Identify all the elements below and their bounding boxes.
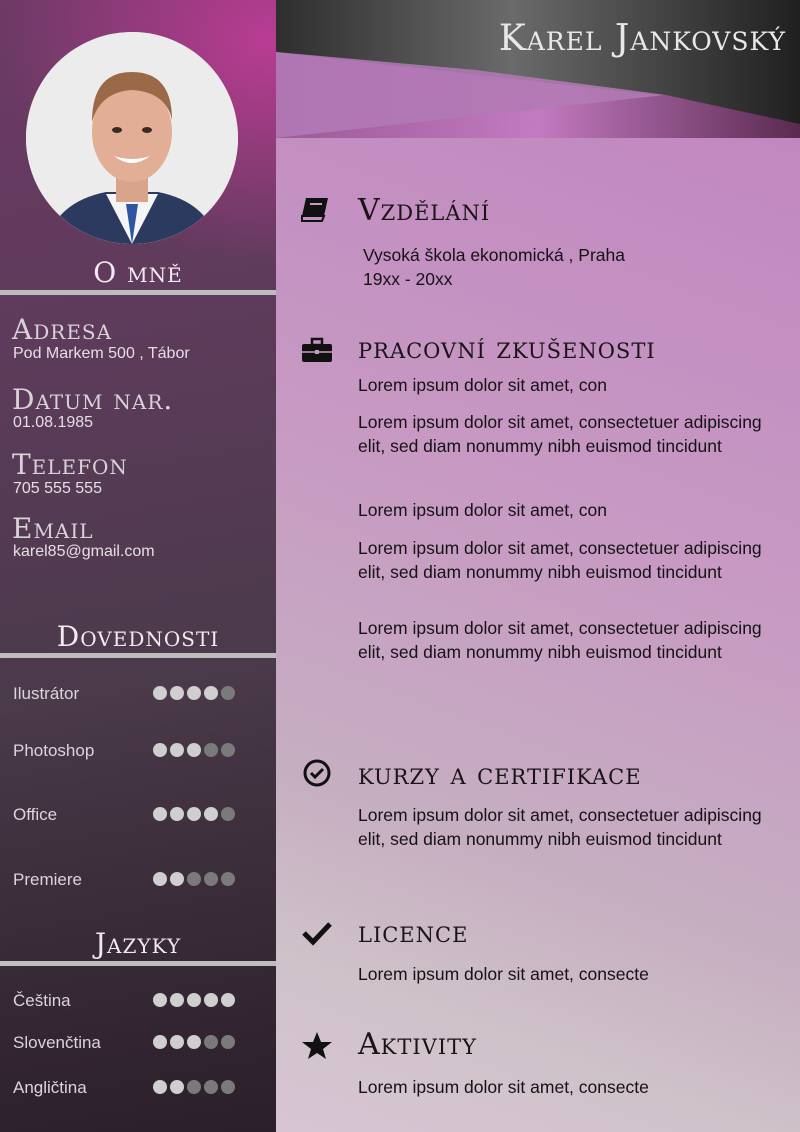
language-name: Angličtina bbox=[13, 1078, 87, 1097]
rating-dot-filled bbox=[170, 1080, 184, 1094]
experience-title: pracovní zkušenosti bbox=[358, 331, 656, 366]
skill-name: Office bbox=[13, 805, 58, 824]
rating-dot-filled bbox=[187, 686, 201, 700]
rating-dot-empty bbox=[187, 1080, 201, 1094]
email-label: Email bbox=[12, 512, 94, 545]
rating-dot-empty bbox=[187, 872, 201, 886]
experience-item: Lorem ipsum dolor sit amet, consectetuer adipiscing elit, sed diam nonummy nibh euismod tincidunt bbox=[358, 412, 762, 456]
about-title: O mně bbox=[93, 256, 183, 289]
rating-dot-filled bbox=[187, 1035, 201, 1049]
rating-dot-filled bbox=[170, 686, 184, 700]
courses-title: kurzy a certifikace bbox=[358, 757, 642, 792]
rating-dot-empty bbox=[204, 872, 218, 886]
education-years: 19xx - 20xx bbox=[363, 269, 453, 289]
skill-row bbox=[13, 805, 253, 825]
rating-dot-empty bbox=[221, 1035, 235, 1049]
portrait-image bbox=[26, 32, 238, 244]
rating-dot-filled bbox=[153, 1035, 167, 1049]
language-row bbox=[13, 1033, 253, 1053]
languages-divider bbox=[0, 961, 276, 966]
check-circle-icon bbox=[300, 758, 334, 788]
rating-dot-empty bbox=[221, 872, 235, 886]
rating-dot-empty bbox=[221, 807, 235, 821]
star-icon bbox=[300, 1030, 334, 1060]
rating-dot-filled bbox=[204, 686, 218, 700]
rating-dot-filled bbox=[221, 993, 235, 1007]
rating-dot-filled bbox=[153, 872, 167, 886]
candidate-name: Karel Jankovský bbox=[498, 18, 786, 59]
languages-title: Jazyky bbox=[94, 927, 182, 960]
education-school: Vysoká škola ekonomická , Praha bbox=[363, 245, 625, 265]
rating-dot-empty bbox=[204, 743, 218, 757]
activities-text: Lorem ipsum dolor sit amet, consecte bbox=[358, 1077, 649, 1097]
birth-value: 01.08.1985 bbox=[13, 414, 94, 431]
experience-item: Lorem ipsum dolor sit amet, consectetuer adipiscing elit, sed diam nonummy nibh euismod tincidunt bbox=[358, 538, 762, 582]
address-value: Pod Markem 500 , Tábor bbox=[13, 345, 190, 362]
phone-label: Telefon bbox=[12, 448, 128, 481]
address-label: Adresa bbox=[12, 313, 113, 346]
rating-dots bbox=[153, 1080, 235, 1094]
rating-dots bbox=[153, 872, 235, 886]
rating-dot-filled bbox=[170, 807, 184, 821]
experience-item: Lorem ipsum dolor sit amet, consectetuer adipiscing elit, sed diam nonummy nibh euismod tincidunt bbox=[358, 618, 762, 662]
main-content bbox=[276, 138, 800, 1132]
rating-dot-filled bbox=[153, 1080, 167, 1094]
rating-dot-filled bbox=[170, 872, 184, 886]
profile-photo bbox=[26, 32, 238, 244]
rating-dot-filled bbox=[187, 743, 201, 757]
phone-value: 705 555 555 bbox=[13, 480, 102, 497]
rating-dots bbox=[153, 686, 235, 700]
rating-dot-filled bbox=[170, 743, 184, 757]
rating-dots bbox=[153, 743, 235, 757]
rating-dot-filled bbox=[187, 807, 201, 821]
rating-dot-empty bbox=[204, 1080, 218, 1094]
skill-row bbox=[13, 870, 253, 890]
education-title: Vzdělání bbox=[358, 193, 491, 228]
book-icon bbox=[300, 194, 334, 224]
rating-dot-filled bbox=[153, 807, 167, 821]
briefcase-icon bbox=[300, 336, 334, 366]
rating-dots bbox=[153, 993, 235, 1007]
email-value: karel85@gmail.com bbox=[13, 543, 155, 560]
skill-row bbox=[13, 741, 253, 761]
skills-divider bbox=[0, 653, 276, 658]
rating-dot-empty bbox=[221, 1080, 235, 1094]
language-row bbox=[13, 1078, 253, 1098]
skill-row bbox=[13, 684, 253, 704]
header-banner bbox=[276, 0, 800, 138]
rating-dot-filled bbox=[187, 993, 201, 1007]
activities-title: Aktivity bbox=[358, 1027, 477, 1062]
skill-name: Ilustrátor bbox=[13, 684, 80, 703]
skill-name: Photoshop bbox=[13, 741, 95, 760]
rating-dot-filled bbox=[153, 743, 167, 757]
checkmark-icon bbox=[300, 918, 334, 948]
birth-label: Datum nar. bbox=[12, 383, 174, 416]
rating-dot-empty bbox=[221, 743, 235, 757]
language-row bbox=[13, 991, 253, 1011]
rating-dot-empty bbox=[204, 1035, 218, 1049]
rating-dot-filled bbox=[170, 993, 184, 1007]
rating-dots bbox=[153, 807, 235, 821]
license-text: Lorem ipsum dolor sit amet, consecte bbox=[358, 964, 649, 984]
language-name: Slovenčtina bbox=[13, 1033, 101, 1052]
rating-dot-filled bbox=[153, 686, 167, 700]
rating-dot-filled bbox=[204, 807, 218, 821]
experience-item: Lorem ipsum dolor sit amet, con bbox=[358, 375, 607, 395]
experience-item: Lorem ipsum dolor sit amet, con bbox=[358, 500, 607, 520]
rating-dot-empty bbox=[221, 686, 235, 700]
courses-text: Lorem ipsum dolor sit amet, consectetuer adipiscing elit, sed diam nonummy nibh euismod tincidunt bbox=[358, 805, 762, 849]
license-title: licence bbox=[358, 915, 469, 950]
rating-dots bbox=[153, 1035, 235, 1049]
rating-dot-filled bbox=[153, 993, 167, 1007]
sidebar bbox=[0, 0, 276, 1132]
skill-name: Premiere bbox=[13, 870, 82, 889]
about-divider bbox=[0, 290, 276, 295]
skills-title: Dovednosti bbox=[56, 620, 220, 653]
language-name: Čeština bbox=[13, 991, 71, 1010]
rating-dot-filled bbox=[204, 993, 218, 1007]
rating-dot-filled bbox=[170, 1035, 184, 1049]
